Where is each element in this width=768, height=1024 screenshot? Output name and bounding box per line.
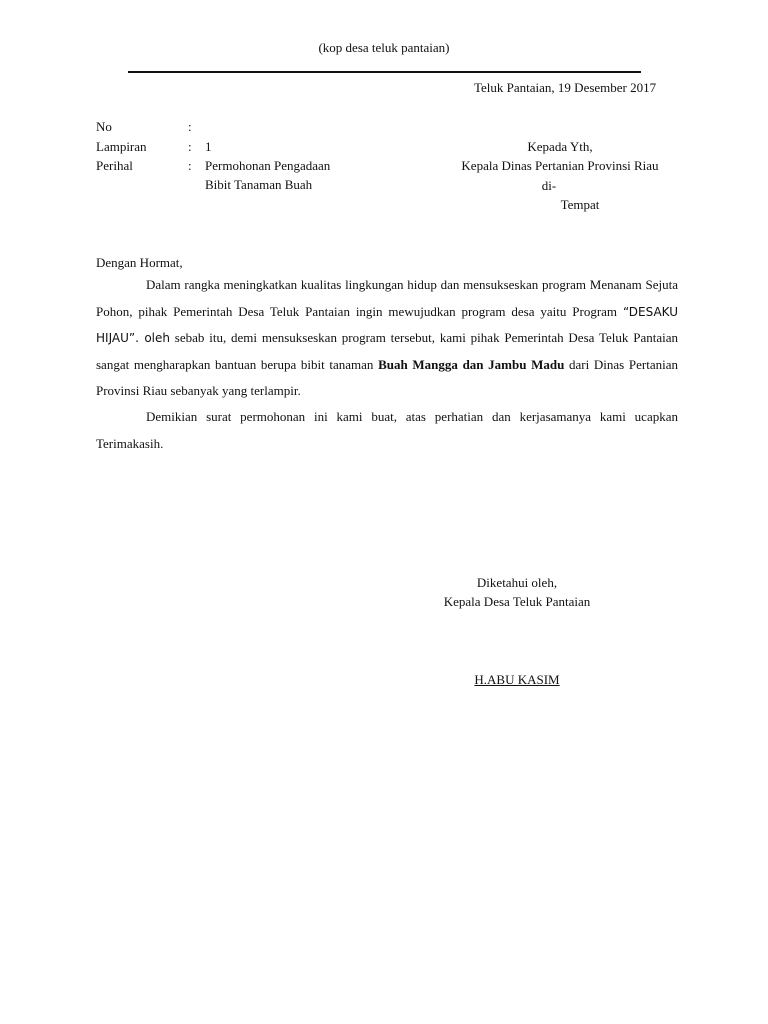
body-p1-part1: Dalam rangka meningkatkan kualitas lingkungan hidup dan mensukseskan program Menanam Sejuta Pohon, pihak Pemerintah Desa Teluk Pantaian ingin mewujudkan program desa yaitu Program [96, 277, 678, 319]
no-label: No [96, 119, 112, 134]
signature-known-by: Diketahui oleh, [476, 575, 558, 590]
perihal-label: Perihal [96, 158, 133, 173]
perihal-colon: : [188, 158, 192, 173]
recipient-title: Kepala Dinas Pertanian Provinsi Riau [461, 158, 659, 173]
recipient-place: Tempat [560, 197, 600, 212]
date-line: Teluk Pantaian, 19 Desember 2017 [474, 80, 657, 95]
body-p1-bold: Buah Mangga dan Jambu Madu [378, 356, 565, 372]
no-colon: : [188, 119, 192, 134]
recipient-greeting: Kepada Yth, [527, 139, 593, 154]
program-tail: . oleh [135, 331, 170, 345]
body-paragraph-1 [96, 272, 678, 405]
signature-name-wrap [367, 672, 667, 688]
body-paragraph-2: Demikian surat permohonan ini kami buat, atas perhatian dan kerjasamanya kami ucapkan Terimakasih. [96, 409, 678, 451]
program-name: “DESAKU HIJAU” [96, 304, 678, 345]
salutation: Dengan Hormat, [96, 255, 183, 270]
lampiran-value: 1 [205, 139, 212, 154]
letterhead: (kop desa teluk pantaian) [318, 40, 450, 55]
lampiran-label: Lampiran [96, 139, 147, 154]
body-p1-part2: sebab itu, demi mensukseskan program tersebut, kami pihak Pemerintah Desa Teluk Pantaian sangat mengharapkan bantuan berupa bibit tanaman [96, 330, 678, 372]
perihal-value-line1: Permohonan Pengadaan [205, 158, 331, 173]
body-p1-part3: dari Dinas Pertanian Provinsi Riau sebanyak yang terlampir. [96, 356, 678, 398]
perihal-value-line2: Bibit Tanaman Buah [205, 177, 313, 192]
recipient-di: di- [541, 178, 557, 193]
signature-name: H.ABU KASIM [474, 672, 560, 687]
signature-title: Kepala Desa Teluk Pantaian [443, 594, 591, 609]
lampiran-colon: : [188, 139, 192, 154]
letterhead-rule [128, 71, 641, 73]
